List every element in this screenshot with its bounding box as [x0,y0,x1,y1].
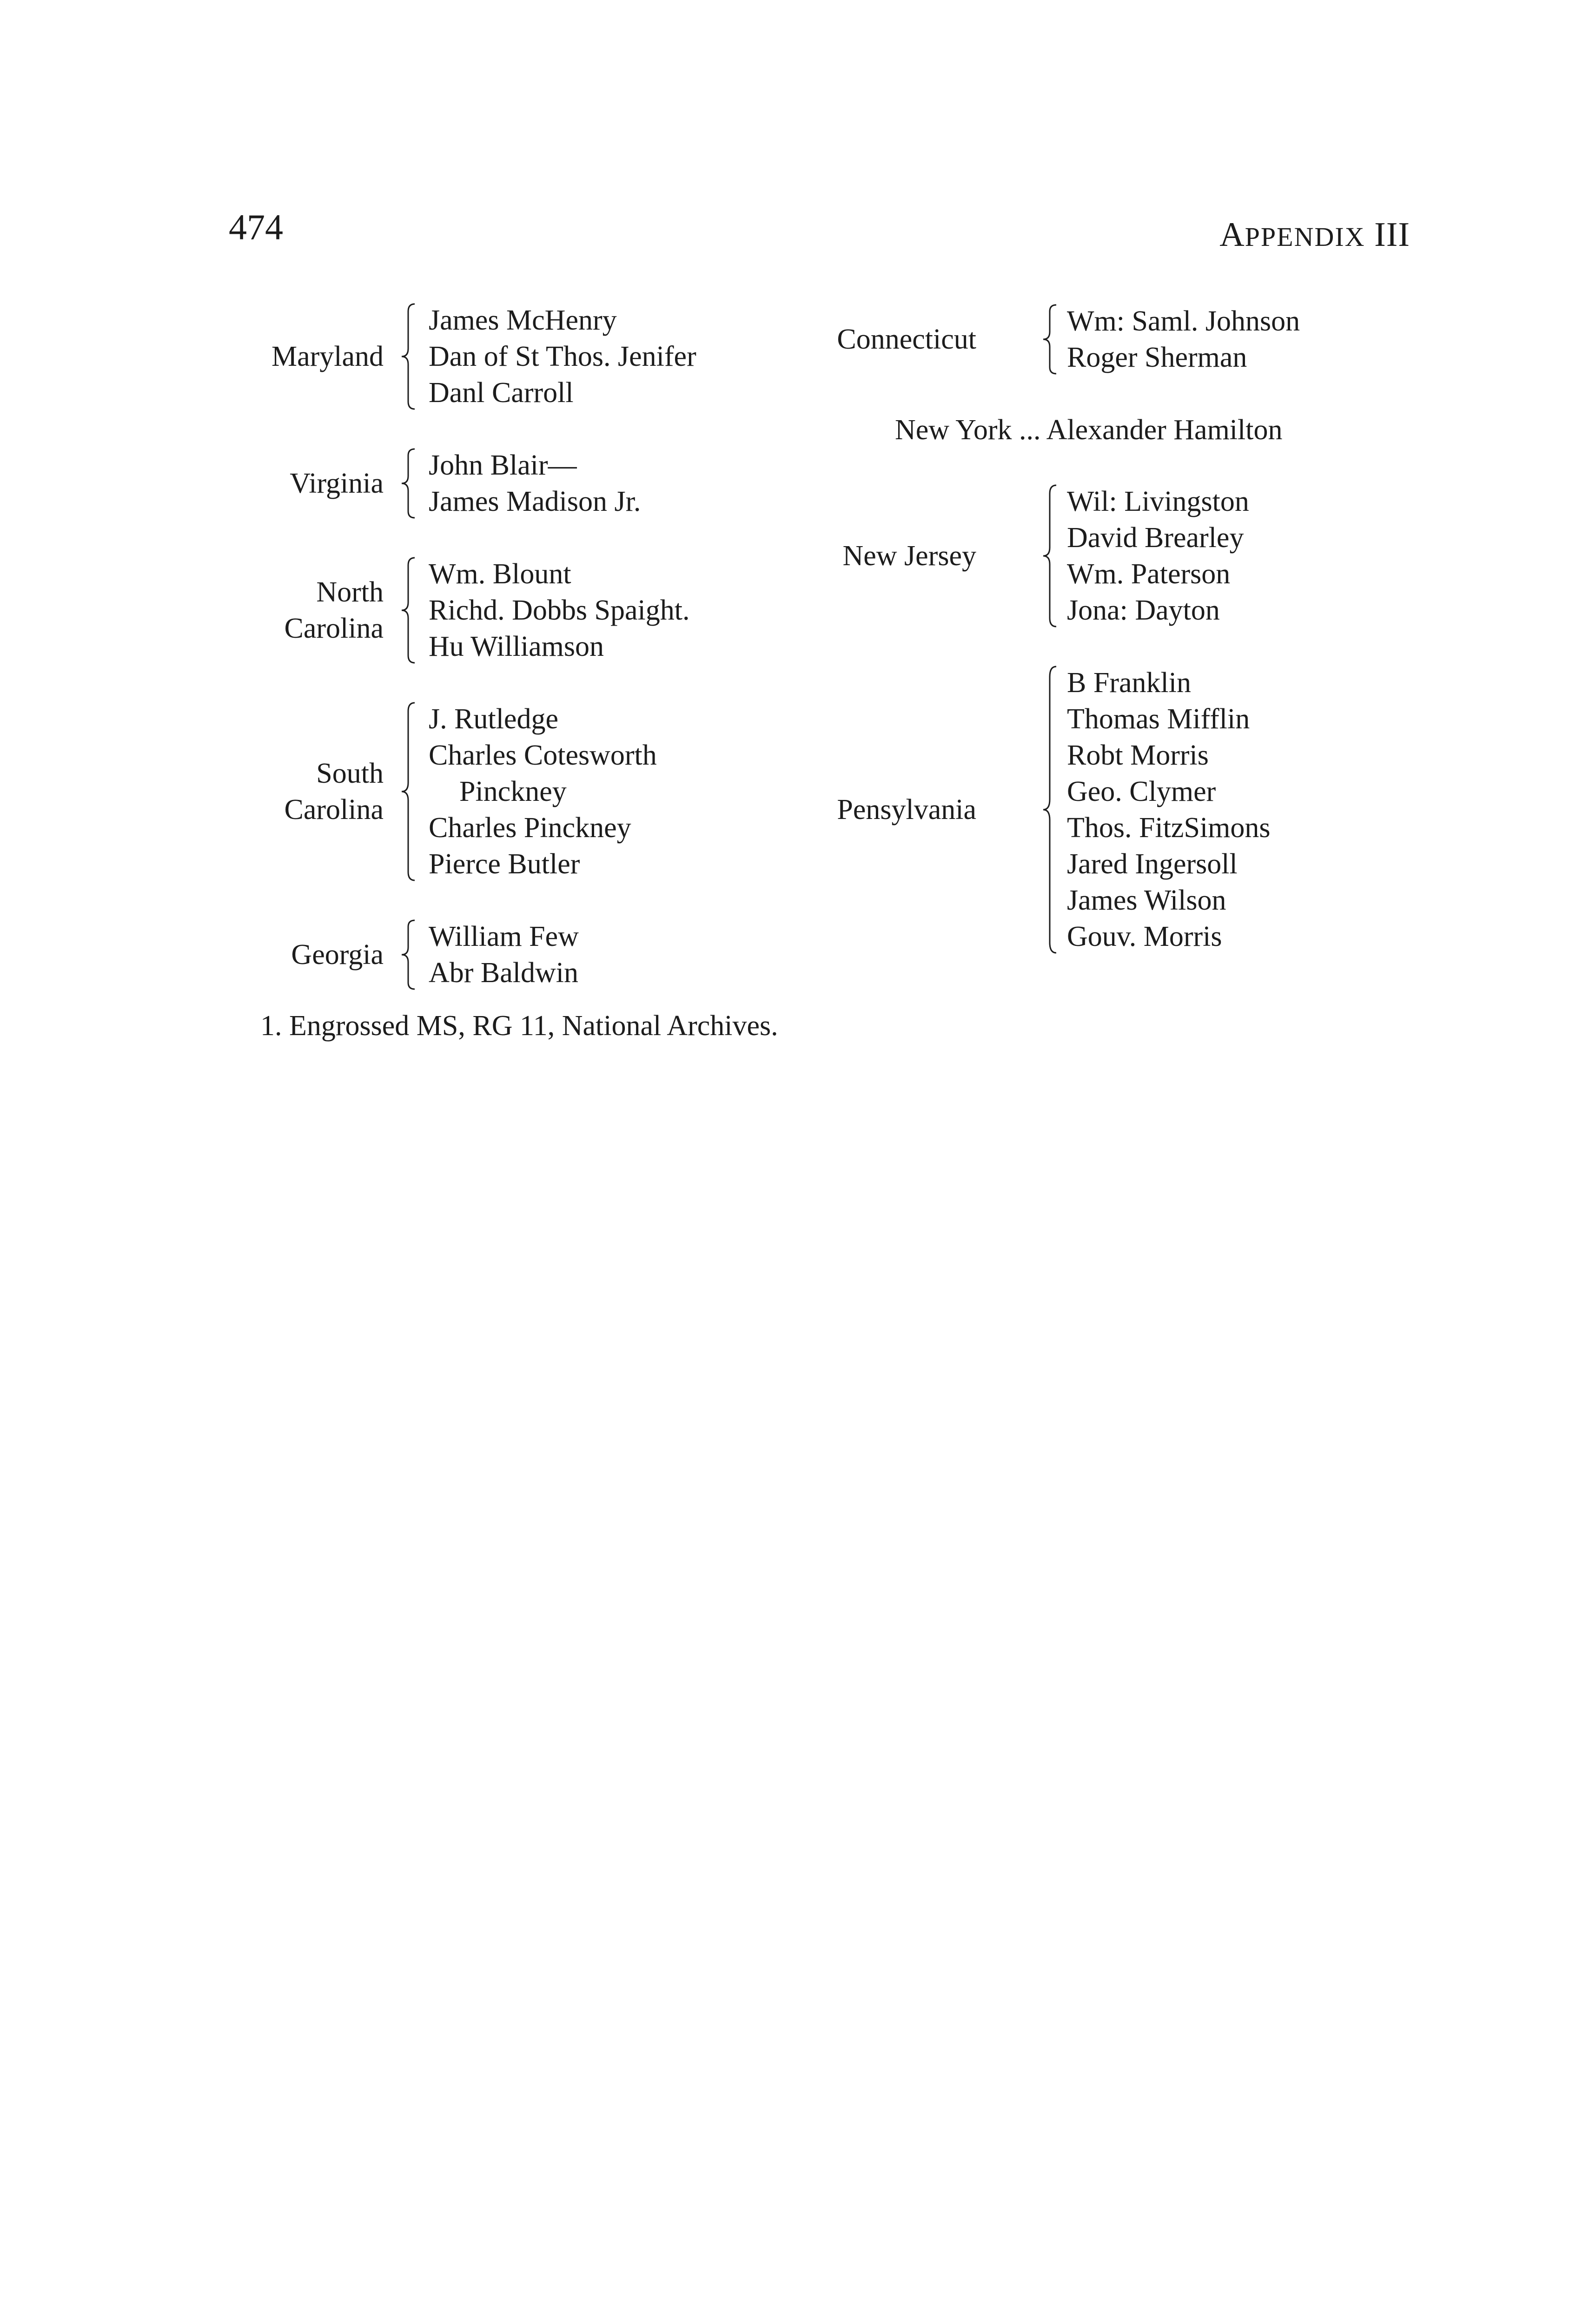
leader-dots: ... [1019,414,1041,446]
delegate-name: David Brearley [1067,522,1244,554]
delegate-name: William Few [429,921,579,952]
brace-virginia [400,447,418,520]
running-head-small-caps: PPENDIX [1245,222,1365,252]
delegate-name: James Madison Jr. [429,486,641,517]
state-label-pensylvania: Pensylvania [837,794,976,825]
state-group-virginia [260,447,818,520]
state-label-line: Carolina [284,613,384,644]
names-new-jersey [1067,483,1249,628]
names-pensylvania [1067,665,1271,955]
state-label-virginia: Virginia [290,468,384,499]
running-head-initial: A [1219,216,1245,254]
brace-south-carolina [400,701,418,882]
state-group-pensylvania [837,665,1418,955]
state-group-north-carolina [260,556,818,665]
brace-connecticut [1041,303,1060,376]
names-maryland [429,302,696,411]
brace-maryland [400,302,418,411]
names-south-carolina [429,701,657,882]
state-label-line: North [316,576,384,608]
state-label-new-york: New York [895,414,1012,446]
delegate-name: Thomas Mifflin [1067,703,1250,735]
delegate-name: Charles Cotesworth [429,739,657,771]
names-georgia [429,918,579,991]
running-head-numeral: III [1374,216,1410,254]
brace-georgia [400,918,418,991]
delegate-name: John Blair— [429,449,577,481]
state-label-connecticut: Connecticut [837,324,976,355]
delegate-name-continuation: Pinckney [459,776,567,807]
delegate-name: Alexander Hamilton [1046,414,1283,446]
state-label-north-carolina [285,574,384,647]
state-group-new-york [895,412,1282,448]
running-head [1219,218,1410,252]
delegate-name: Wm: Saml. Johnson [1067,305,1300,337]
state-label-line: Carolina [284,794,384,825]
state-group-maryland [260,302,818,411]
state-group-connecticut [837,303,1418,376]
delegate-name: Roger Sherman [1067,342,1247,373]
names-connecticut [1067,303,1300,376]
page-number: 474 [229,207,283,247]
delegate-name: J. Rutledge [429,703,558,735]
delegate-name: Danl Carroll [429,377,574,409]
delegate-name: James McHenry [429,304,617,336]
delegate-name: Thos. FitzSimons [1067,812,1271,844]
brace-north-carolina [400,556,418,665]
delegate-name: Richd. Dobbs Spaight. [429,594,690,626]
state-label-south-carolina [285,755,384,828]
delegate-name: Geo. Clymer [1067,776,1216,807]
delegate-name: Hu Williamson [429,631,604,662]
state-label-georgia: Georgia [291,939,384,971]
delegate-name: James Wilson [1067,885,1226,916]
delegate-name: Wm. Paterson [1067,558,1231,590]
delegate-name: Gouv. Morris [1067,921,1222,952]
state-group-south-carolina [260,701,818,882]
delegate-name: Jona: Dayton [1067,594,1220,626]
delegate-name: Wm. Blount [429,558,571,590]
delegate-name: Robt Morris [1067,739,1209,771]
footnote: 1. Engrossed MS, RG 11, National Archives. [260,1010,778,1042]
names-virginia [429,447,641,520]
state-label-maryland: Maryland [271,341,384,372]
delegate-name: Charles Pinckney [429,812,631,844]
delegate-name: B Franklin [1067,667,1191,699]
delegate-name: Abr Baldwin [429,957,579,989]
state-label-line: South [316,758,384,789]
brace-new-jersey [1041,483,1060,628]
state-group-new-jersey [842,483,1418,628]
names-north-carolina [429,556,689,665]
delegate-name: Pierce Butler [429,848,580,880]
delegate-name: Dan of St Thos. Jenifer [429,341,696,372]
state-label-new-jersey: New Jersey [842,540,976,572]
delegate-name: Jared Ingersoll [1067,848,1238,880]
state-group-georgia [260,918,818,991]
delegate-name: Wil: Livingston [1067,486,1249,517]
brace-pensylvania [1041,665,1060,955]
